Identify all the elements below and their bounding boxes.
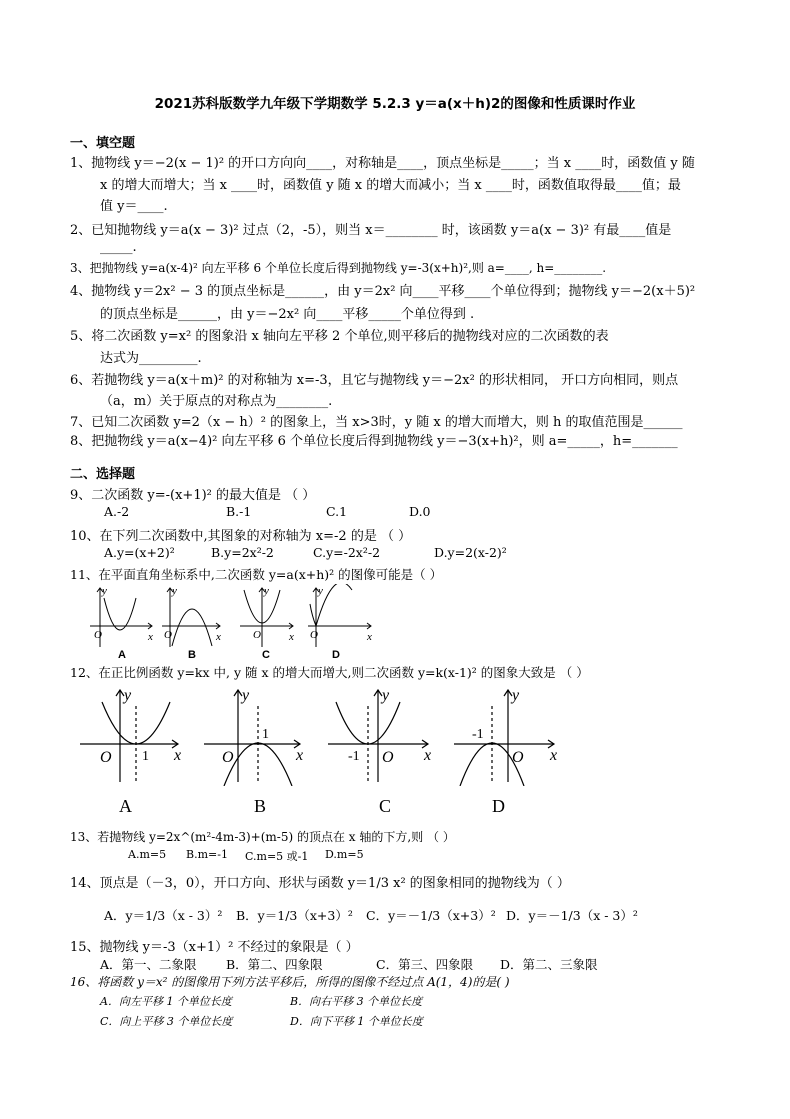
q1-line2: x 的增大而增大；当 x ____时，函数值 y 随 x 的增大而减小；当 x ____时，函数值取得最____值；最 [100,178,681,193]
q15-option-b: B．第二、四象限 [226,957,323,972]
q11-graphs [88,584,378,650]
q11-label-c: C [262,649,270,661]
q11-label-d: D [332,649,340,661]
q14-stem: 14、顶点是（－3，0），开口方向、形状与函数 y＝1/3 x² 的图象相同的抛物线为（ ） [70,876,570,891]
q11-label-b: B [188,649,196,661]
q16-option-a: A．向左平移 1 个单位长度 [100,995,232,1008]
q12-a-xlabel: x [174,747,182,764]
q11-a-origin: O [94,629,102,641]
q9-option-b: B.-1 [226,504,252,519]
q1-line1: 1、抛物线 y＝−2(x − 1)² 的开口方向向____，对称轴是____，顶点坐标是_____；当 x ____时，函数值 y 随 [70,156,695,171]
q12-a-origin: O [100,749,112,766]
q9-option-d: D.0 [409,504,431,519]
q10-option-d: D.y=2(x-2)² [434,545,507,560]
q13-option-d: D.m=5 [325,848,364,861]
q6-line1: 6、若抛物线 y＝a(x＋m)² 的对称轴为 x=-3，且它与抛物线 y＝−2x² 的形状相同， 开口方向相同，则点 [70,373,679,388]
q13-stem: 13、若抛物线 y=2x^(m²-4m-3)+(m-5) 的顶点在 x 轴的下方,则 （ ） [70,830,455,844]
q11-label-a: A [118,649,126,661]
q9-option-c: C.1 [326,504,348,519]
q12-label-a: A [119,796,132,816]
q11-a-curve [104,598,136,630]
q11-d-xlabel: x [367,631,372,643]
q12-a-ylabel: y [124,687,132,704]
q12-d-ylabel: y [512,687,520,704]
q11-b-curve [172,609,212,646]
q11-c-xlabel: x [289,631,294,643]
q11-d-curve-left [310,604,316,626]
q11-b-xlabel: x [216,631,221,643]
q7-line1: 7、已知二次函数 y=2（x − h）² 的图象上，当 x>3时，y 随 x 的增大而增大，则 h 的取值范围是______ [70,415,683,430]
q12-c-origin: O [382,749,394,766]
section-fill-in: 一、填空题 [70,136,136,151]
q11-stem: 11、在平面直角坐标系中,二次函数 y=a(x+h)² 的图像可能是（ ） [70,567,443,582]
q8-line1: 8、把抛物线 y＝a(x−4)² 向左平移 6 个单位长度后得到抛物线 y＝−3(x+h)²，则 a=_____，h=_______ [70,434,678,449]
page-title: 2021苏科版数学九年级下学期数学 5.2.3 y＝a(x＋h)2的图像和性质课时作业 [154,96,636,112]
q12-b-xlabel: x [296,747,304,764]
q6-line2: （a，m）关于原点的对称点为________. [100,394,333,409]
q5-line2: 达式为_________. [100,351,202,366]
q14-option-a: A．y＝1/3（x - 3）² [104,908,223,923]
q16-option-b: B．向右平移 3 个单位长度 [290,995,423,1008]
q12-label-d: D [492,796,505,816]
q13-option-c: C.m=5 或-1 [245,850,309,863]
q12-b-origin: O [222,749,234,766]
q11-b-ylabel: y [172,585,177,597]
q2-line1: 2、已知抛物线 y＝a(x − 3)² 过点（2，-5），则当 x＝________ 时，该函数 y＝a(x − 3)² 有最____值是 [70,223,672,238]
q11-a-ylabel: y [102,585,107,597]
q9-option-a: A.-2 [104,504,130,519]
q12-graphs [78,686,558,786]
q12-d-xlabel: x [550,747,558,764]
q3-line1: 3、把抛物线 y=a(x-4)² 向左平移 6 个单位长度后得到抛物线 y=-3(x+h)²,则 a=____, h=________. [70,261,607,275]
q12-d-tick: -1 [472,727,484,742]
q11-b-origin: O [164,629,172,641]
q14-option-b: B．y＝1/3（x+3）² [236,908,353,923]
q12-label-b: B [254,796,267,816]
section-choice: 二、选择题 [70,467,136,482]
q5-line1: 5、将二次函数 y=x² 的图象沿 x 轴向左平移 2 个单位,则平移后的抛物线对应的二次函数的表 [70,329,609,344]
q11-c-ylabel: y [264,585,269,597]
q10-stem: 10、在下列二次函数中,其图象的对称轴为 x=-2 的是 （ ） [70,529,412,544]
q10-option-b: B.y=2x²-2 [211,545,274,560]
q10-option-a: A.y=(x+2)² [104,545,175,560]
q16-option-d: D．向下平移 1 个单位长度 [290,1015,423,1028]
q12-stem: 12、在正比例函数 y=kx 中, y 随 x 的增大而增大,则二次函数 y=k(x-1)² 的图象大致是 （ ） [70,665,589,680]
q13-option-a: A.m=5 [128,848,167,861]
q4-line2: 的顶点坐标是______，由 y＝−2x² 向____平移_____个单位得到 . [100,307,475,322]
q10-option-c: C.y=-2x²-2 [313,545,381,560]
q11-a-xlabel: x [148,631,153,643]
q12-c-xlabel: x [424,747,432,764]
q11-d-ylabel: y [318,585,323,597]
q11-c-origin: O [253,629,261,641]
q14-option-d: D．y＝－1/3（x - 3）² [506,908,638,923]
q1-line3: 值 y＝____. [100,199,168,214]
q12-label-c: C [379,796,392,816]
q15-option-a: A．第一、二象限 [100,957,197,972]
q2-line2: _____. [100,240,137,255]
q13-option-b: B.m=-1 [186,848,228,861]
q12-c-ylabel: y [382,687,390,704]
q4-line1: 4、抛物线 y＝2x² − 3 的顶点坐标是______，由 y＝2x² 向____平移____个单位得到；抛物线 y＝−2(x＋5)² [70,284,696,299]
q16-option-c: C．向上平移 3 个单位长度 [100,1015,233,1028]
q15-stem: 15、抛物线 y＝-3（x+1）² 不经过的象限是（ ） [70,940,359,955]
q12-c-tick: -1 [348,749,360,764]
q12-a-tick: 1 [142,749,149,764]
q11-d-origin: O [310,629,318,641]
q12-b-ylabel: y [242,687,250,704]
q15-option-c: C．第三、四象限 [376,957,474,972]
q16-stem: 16、将函数 y＝x² 的图像用下列方法平移后，所得的图像不经过点 A(1，4)的是( ) [70,975,510,989]
q12-d-origin: O [512,749,524,766]
q9-stem: 9、二次函数 y=-(x+1)² 的最大值是 （ ） [70,488,316,503]
q12-b-tick: 1 [262,727,269,742]
q15-option-d: D．第二、三象限 [500,957,598,972]
q14-option-c: C．y＝－1/3（x+3）² [366,908,496,923]
